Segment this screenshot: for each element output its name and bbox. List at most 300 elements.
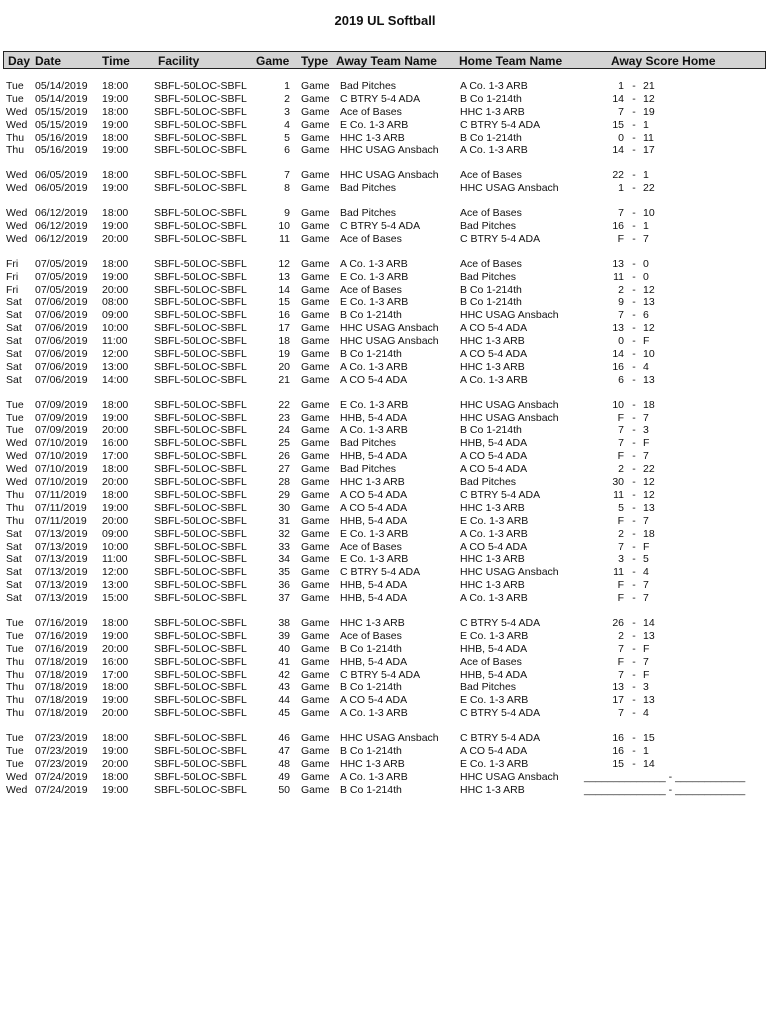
table-row xyxy=(0,207,770,220)
type-cell: Game xyxy=(301,182,330,195)
home-score-cell: 1 xyxy=(643,220,649,233)
day-cell: Tue xyxy=(6,744,24,757)
home-team-cell: HHB, 5-4 ADA xyxy=(460,437,528,450)
score-separator: - xyxy=(632,131,636,144)
type-cell: Game xyxy=(301,566,330,579)
time-cell: 18:00 xyxy=(102,398,129,411)
home-team-cell: HHC 1-3 ARB xyxy=(460,783,525,796)
game-number-cell: 47 xyxy=(278,744,290,757)
facility-cell: SBFL-50LOC-SBFL xyxy=(154,707,247,720)
home-score-cell: 18 xyxy=(643,398,655,411)
table-row xyxy=(0,553,770,566)
away-team-cell: A Co. 1-3 ARB xyxy=(340,707,408,720)
day-cell: Sat xyxy=(6,527,22,540)
time-cell: 17:00 xyxy=(102,668,129,681)
home-team-cell: C BTRY 5-4 ADA xyxy=(460,232,541,245)
date-cell: 07/11/2019 xyxy=(35,514,87,527)
date-cell: 07/09/2019 xyxy=(35,411,88,424)
score-separator: - xyxy=(632,463,636,476)
table-row xyxy=(0,669,770,682)
table-row xyxy=(0,707,770,720)
home-team-cell: E Co. 1-3 ARB xyxy=(460,514,529,527)
home-team-cell: C BTRY 5-4 ADA xyxy=(460,732,541,745)
game-number-cell: 42 xyxy=(278,668,290,681)
score-separator: - xyxy=(632,579,636,592)
home-score-cell: 22 xyxy=(643,463,655,476)
day-cell: Sat xyxy=(6,309,22,322)
facility-cell: SBFL-50LOC-SBFL xyxy=(154,424,247,437)
away-team-cell: HHC USAG Ansbach xyxy=(340,322,439,335)
home-team-cell: HHC 1-3 ARB xyxy=(460,105,525,118)
away-team-cell: E Co. 1-3 ARB xyxy=(340,398,409,411)
table-row xyxy=(0,93,770,106)
day-cell: Thu xyxy=(6,131,25,144)
facility-cell: SBFL-50LOC-SBFL xyxy=(154,757,247,770)
home-team-cell: A Co. 1-3 ARB xyxy=(460,373,528,386)
day-cell: Tue xyxy=(6,92,24,105)
home-team-cell: HHC USAG Ansbach xyxy=(460,566,559,579)
date-cell: 05/16/2019 xyxy=(35,144,88,157)
time-cell: 20:00 xyxy=(102,757,129,770)
time-cell: 18:00 xyxy=(102,80,129,92)
date-cell: 07/10/2019 xyxy=(35,450,88,463)
game-number-cell: 24 xyxy=(278,424,290,437)
away-score-cell: F xyxy=(617,514,624,527)
home-team-cell: Bad Pitches xyxy=(460,220,517,233)
day-cell: Wed xyxy=(6,463,28,476)
time-cell: 18:00 xyxy=(102,169,129,182)
away-score-cell: F xyxy=(617,232,624,245)
time-cell: 20:00 xyxy=(102,232,129,245)
day-cell: Wed xyxy=(6,118,28,131)
day-cell: Thu xyxy=(6,488,25,501)
home-team-cell: HHB, 5-4 ADA xyxy=(460,668,528,681)
away-score-cell: 7 xyxy=(618,105,624,118)
score-separator: - xyxy=(632,296,636,309)
away-score-cell: 7 xyxy=(618,437,624,450)
table-row xyxy=(0,220,770,233)
date-cell: 06/12/2019 xyxy=(35,220,88,233)
home-team-cell: HHC 1-3 ARB xyxy=(460,360,525,373)
date-cell: 07/11/2019 xyxy=(35,488,87,501)
type-cell: Game xyxy=(301,757,330,770)
table-row xyxy=(0,169,770,182)
date-cell: 05/14/2019 xyxy=(35,92,88,105)
facility-cell: SBFL-50LOC-SBFL xyxy=(154,501,247,514)
type-cell: Game xyxy=(301,348,330,361)
date-cell: 06/05/2019 xyxy=(35,169,88,182)
home-team-cell: A CO 5-4 ADA xyxy=(460,540,528,553)
away-team-cell: Bad Pitches xyxy=(340,207,397,220)
type-cell: Game xyxy=(301,553,330,566)
home-score-cell: 7 xyxy=(643,232,649,245)
away-team-cell: B Co 1-214th xyxy=(340,348,402,361)
home-score-cell: 13 xyxy=(643,373,655,386)
day-cell: Thu xyxy=(6,681,25,694)
score-separator: - xyxy=(632,757,636,770)
away-team-cell: HHC USAG Ansbach xyxy=(340,169,439,182)
table-row xyxy=(0,528,770,541)
facility-cell: SBFL-50LOC-SBFL xyxy=(154,450,247,463)
away-team-cell: A Co. 1-3 ARB xyxy=(340,770,408,783)
time-cell: 20:00 xyxy=(102,642,129,655)
away-team-cell: HHB, 5-4 ADA xyxy=(340,579,408,592)
away-team-cell: Ace of Bases xyxy=(340,232,402,245)
table-row xyxy=(0,348,770,361)
table-row xyxy=(0,758,770,771)
game-number-cell: 13 xyxy=(278,270,290,283)
away-score-cell: F xyxy=(617,592,624,605)
header-away-team: Away Team Name xyxy=(336,54,437,68)
away-score-cell: 13 xyxy=(612,257,624,270)
home-score-cell: 11 xyxy=(643,131,654,144)
table-row xyxy=(0,515,770,528)
away-team-cell: Ace of Bases xyxy=(340,283,402,296)
away-score-cell: 7 xyxy=(618,707,624,720)
score-separator: - xyxy=(632,348,636,361)
date-cell: 07/16/2019 xyxy=(35,616,88,629)
away-team-cell: C BTRY 5-4 ADA xyxy=(340,668,421,681)
game-number-cell: 32 xyxy=(278,527,290,540)
game-number-cell: 1 xyxy=(284,80,290,92)
time-cell: 18:00 xyxy=(102,732,129,745)
home-team-cell: Ace of Bases xyxy=(460,655,522,668)
day-cell: Tue xyxy=(6,616,24,629)
time-cell: 19:00 xyxy=(102,411,129,424)
home-team-cell: Ace of Bases xyxy=(460,207,522,220)
type-cell: Game xyxy=(301,283,330,296)
home-score-cell: 4 xyxy=(643,360,649,373)
type-cell: Game xyxy=(301,92,330,105)
facility-cell: SBFL-50LOC-SBFL xyxy=(154,92,247,105)
home-score-cell: 13 xyxy=(643,501,655,514)
away-team-cell: A Co. 1-3 ARB xyxy=(340,424,408,437)
facility-cell: SBFL-50LOC-SBFL xyxy=(154,744,247,757)
header-day: Day xyxy=(8,54,31,68)
table-row xyxy=(0,643,770,656)
away-team-cell: C BTRY 5-4 ADA xyxy=(340,566,421,579)
time-cell: 09:00 xyxy=(102,309,129,322)
time-cell: 18:00 xyxy=(102,257,129,270)
home-score-cell: 15 xyxy=(643,732,655,745)
date-cell: 06/05/2019 xyxy=(35,182,88,195)
date-cell: 07/13/2019 xyxy=(35,540,88,553)
type-cell: Game xyxy=(301,642,330,655)
home-team-cell: Bad Pitches xyxy=(460,270,517,283)
score-blank-line: ______________ - ____________ xyxy=(584,770,746,783)
time-cell: 18:00 xyxy=(102,770,129,783)
day-cell: Wed xyxy=(6,169,28,182)
home-score-cell: 4 xyxy=(643,707,649,720)
home-team-cell: A CO 5-4 ADA xyxy=(460,744,528,757)
facility-cell: SBFL-50LOC-SBFL xyxy=(154,105,247,118)
game-number-cell: 14 xyxy=(278,283,290,296)
time-cell: 08:00 xyxy=(102,296,129,309)
date-cell: 07/18/2019 xyxy=(35,668,88,681)
time-cell: 18:00 xyxy=(102,681,129,694)
date-cell: 05/14/2019 xyxy=(35,80,88,92)
score-separator: - xyxy=(632,655,636,668)
game-number-cell: 50 xyxy=(278,783,290,796)
type-cell: Game xyxy=(301,540,330,553)
game-number-cell: 19 xyxy=(278,348,290,361)
home-score-cell: 12 xyxy=(643,322,655,335)
day-cell: Wed xyxy=(6,476,28,489)
game-number-cell: 28 xyxy=(278,476,290,489)
score-separator: - xyxy=(632,424,636,437)
game-number-cell: 35 xyxy=(278,566,290,579)
away-score-cell: 7 xyxy=(618,424,624,437)
day-cell: Wed xyxy=(6,220,28,233)
date-cell: 07/10/2019 xyxy=(35,463,88,476)
day-cell: Tue xyxy=(6,629,24,642)
date-cell: 07/09/2019 xyxy=(35,424,88,437)
table-row xyxy=(0,144,770,157)
day-cell: Tue xyxy=(6,80,24,92)
away-team-cell: Bad Pitches xyxy=(340,437,397,450)
away-score-cell: 11 xyxy=(613,488,624,501)
date-cell: 07/06/2019 xyxy=(35,373,88,386)
time-cell: 19:00 xyxy=(102,694,129,707)
away-score-cell: 16 xyxy=(612,732,624,745)
away-team-cell: E Co. 1-3 ARB xyxy=(340,296,409,309)
date-cell: 07/18/2019 xyxy=(35,694,88,707)
type-cell: Game xyxy=(301,579,330,592)
table-row xyxy=(0,424,770,437)
home-score-cell: 1 xyxy=(643,169,649,182)
day-cell: Sat xyxy=(6,373,22,386)
date-cell: 07/05/2019 xyxy=(35,270,88,283)
home-team-cell: HHC USAG Ansbach xyxy=(460,770,559,783)
away-score-cell: 7 xyxy=(618,207,624,220)
date-cell: 05/15/2019 xyxy=(35,105,88,118)
facility-cell: SBFL-50LOC-SBFL xyxy=(154,348,247,361)
away-team-cell: A Co. 1-3 ARB xyxy=(340,360,408,373)
table-row xyxy=(0,489,770,502)
score-separator: - xyxy=(632,732,636,745)
facility-cell: SBFL-50LOC-SBFL xyxy=(154,553,247,566)
home-score-cell: 3 xyxy=(643,681,649,694)
score-separator: - xyxy=(632,207,636,220)
score-separator: - xyxy=(632,681,636,694)
home-team-cell: Bad Pitches xyxy=(460,681,517,694)
date-cell: 07/06/2019 xyxy=(35,309,88,322)
facility-cell: SBFL-50LOC-SBFL xyxy=(154,169,247,182)
time-cell: 12:00 xyxy=(102,566,129,579)
away-score-cell: 16 xyxy=(612,220,624,233)
away-score-cell: 2 xyxy=(618,283,624,296)
score-separator: - xyxy=(632,373,636,386)
type-cell: Game xyxy=(301,488,330,501)
type-cell: Game xyxy=(301,629,330,642)
away-team-cell: B Co 1-214th xyxy=(340,783,402,796)
away-score-cell: 15 xyxy=(612,118,624,131)
home-score-cell: 19 xyxy=(643,105,655,118)
facility-cell: SBFL-50LOC-SBFL xyxy=(154,514,247,527)
home-score-cell: 12 xyxy=(643,92,655,105)
table-row xyxy=(0,296,770,309)
type-cell: Game xyxy=(301,131,330,144)
type-cell: Game xyxy=(301,296,330,309)
away-score-cell: F xyxy=(617,411,624,424)
time-cell: 18:00 xyxy=(102,105,129,118)
type-cell: Game xyxy=(301,335,330,348)
game-number-cell: 29 xyxy=(278,488,290,501)
home-score-cell: 12 xyxy=(643,283,655,296)
table-row xyxy=(0,271,770,284)
score-separator: - xyxy=(632,744,636,757)
home-team-cell: A CO 5-4 ADA xyxy=(460,348,528,361)
away-score-cell: 1 xyxy=(618,182,624,195)
score-separator: - xyxy=(632,92,636,105)
table-row xyxy=(0,681,770,694)
score-separator: - xyxy=(632,476,636,489)
game-number-cell: 10 xyxy=(278,220,290,233)
away-score-cell: 7 xyxy=(618,642,624,655)
away-score-cell: 22 xyxy=(612,169,624,182)
score-separator: - xyxy=(632,501,636,514)
type-cell: Game xyxy=(301,783,330,796)
type-cell: Game xyxy=(301,257,330,270)
away-score-cell: 13 xyxy=(612,322,624,335)
time-cell: 18:00 xyxy=(102,616,129,629)
home-score-cell: 21 xyxy=(643,80,655,92)
day-cell: Thu xyxy=(6,144,25,157)
home-team-cell: Ace of Bases xyxy=(460,169,522,182)
game-number-cell: 34 xyxy=(278,553,290,566)
time-cell: 15:00 xyxy=(102,592,129,605)
home-team-cell: Ace of Bases xyxy=(460,257,522,270)
type-cell: Game xyxy=(301,220,330,233)
time-cell: 13:00 xyxy=(102,579,129,592)
home-team-cell: C BTRY 5-4 ADA xyxy=(460,488,541,501)
table-row xyxy=(0,579,770,592)
score-separator: - xyxy=(632,540,636,553)
day-cell: Wed xyxy=(6,207,28,220)
away-score-cell: 0 xyxy=(618,131,624,144)
date-cell: 07/06/2019 xyxy=(35,322,88,335)
facility-cell: SBFL-50LOC-SBFL xyxy=(154,783,247,796)
facility-cell: SBFL-50LOC-SBFL xyxy=(154,207,247,220)
home-team-cell: HHC 1-3 ARB xyxy=(460,553,525,566)
home-team-cell: HHC 1-3 ARB xyxy=(460,335,525,348)
date-cell: 06/12/2019 xyxy=(35,207,88,220)
facility-cell: SBFL-50LOC-SBFL xyxy=(154,296,247,309)
away-score-cell: 15 xyxy=(612,757,624,770)
away-team-cell: C BTRY 5-4 ADA xyxy=(340,220,421,233)
away-team-cell: HHB, 5-4 ADA xyxy=(340,514,408,527)
time-cell: 17:00 xyxy=(102,450,129,463)
home-score-cell: 10 xyxy=(643,348,655,361)
score-separator: - xyxy=(632,144,636,157)
header-game: Game xyxy=(256,54,290,68)
header-time: Time xyxy=(102,54,130,68)
home-team-cell: A Co. 1-3 ARB xyxy=(460,527,528,540)
game-group xyxy=(0,80,770,157)
game-number-cell: 15 xyxy=(278,296,290,309)
day-cell: Fri xyxy=(6,257,19,270)
facility-cell: SBFL-50LOC-SBFL xyxy=(154,309,247,322)
table-row xyxy=(0,694,770,707)
table-row xyxy=(0,541,770,554)
away-team-cell: HHB, 5-4 ADA xyxy=(340,592,408,605)
facility-cell: SBFL-50LOC-SBFL xyxy=(154,373,247,386)
away-score-cell: F xyxy=(617,579,624,592)
page-title: 2019 UL Softball xyxy=(334,13,436,28)
home-team-cell: B Co 1-214th xyxy=(460,283,522,296)
type-cell: Game xyxy=(301,668,330,681)
type-cell: Game xyxy=(301,207,330,220)
date-cell: 05/15/2019 xyxy=(35,118,88,131)
home-team-cell: C BTRY 5-4 ADA xyxy=(460,707,541,720)
score-separator: - xyxy=(632,553,636,566)
facility-cell: SBFL-50LOC-SBFL xyxy=(154,540,247,553)
type-cell: Game xyxy=(301,616,330,629)
type-cell: Game xyxy=(301,118,330,131)
type-cell: Game xyxy=(301,514,330,527)
away-team-cell: Bad Pitches xyxy=(340,463,397,476)
time-cell: 14:00 xyxy=(102,373,129,386)
game-number-cell: 16 xyxy=(278,309,290,322)
game-number-cell: 44 xyxy=(278,694,290,707)
score-separator: - xyxy=(632,182,636,195)
facility-cell: SBFL-50LOC-SBFL xyxy=(154,732,247,745)
game-number-cell: 33 xyxy=(278,540,290,553)
table-row xyxy=(0,335,770,348)
away-score-cell: 14 xyxy=(612,144,624,157)
score-separator: - xyxy=(632,118,636,131)
game-number-cell: 27 xyxy=(278,463,290,476)
game-number-cell: 4 xyxy=(284,118,290,131)
facility-cell: SBFL-50LOC-SBFL xyxy=(154,770,247,783)
score-separator: - xyxy=(632,450,636,463)
away-team-cell: Ace of Bases xyxy=(340,540,402,553)
home-team-cell: E Co. 1-3 ARB xyxy=(460,629,529,642)
game-number-cell: 45 xyxy=(278,707,290,720)
type-cell: Game xyxy=(301,398,330,411)
date-cell: 07/10/2019 xyxy=(35,476,88,489)
home-team-cell: HHB, 5-4 ADA xyxy=(460,642,528,655)
game-number-cell: 22 xyxy=(278,398,290,411)
facility-cell: SBFL-50LOC-SBFL xyxy=(154,642,247,655)
header-type: Type xyxy=(301,54,329,68)
date-cell: 07/10/2019 xyxy=(35,437,88,450)
score-separator: - xyxy=(632,80,636,92)
date-cell: 07/05/2019 xyxy=(35,257,88,270)
away-score-cell: 3 xyxy=(618,553,624,566)
home-team-cell: E Co. 1-3 ARB xyxy=(460,694,529,707)
home-team-cell: A CO 5-4 ADA xyxy=(460,322,528,335)
game-number-cell: 38 xyxy=(278,616,290,629)
time-cell: 18:00 xyxy=(102,207,129,220)
away-team-cell: B Co 1-214th xyxy=(340,744,402,757)
score-blank-line: ______________ - ____________ xyxy=(584,783,746,796)
home-score-cell: 14 xyxy=(643,757,655,770)
type-cell: Game xyxy=(301,411,330,424)
table-row xyxy=(0,463,770,476)
day-cell: Sat xyxy=(6,360,22,373)
facility-cell: SBFL-50LOC-SBFL xyxy=(154,398,247,411)
home-score-cell: 17 xyxy=(643,144,655,157)
date-cell: 07/13/2019 xyxy=(35,527,88,540)
date-cell: 07/13/2019 xyxy=(35,592,88,605)
day-cell: Wed xyxy=(6,770,28,783)
away-score-cell: F xyxy=(617,450,624,463)
away-score-cell: 7 xyxy=(618,668,624,681)
home-score-cell: 0 xyxy=(643,257,649,270)
game-group xyxy=(0,207,770,246)
away-team-cell: E Co. 1-3 ARB xyxy=(340,553,409,566)
